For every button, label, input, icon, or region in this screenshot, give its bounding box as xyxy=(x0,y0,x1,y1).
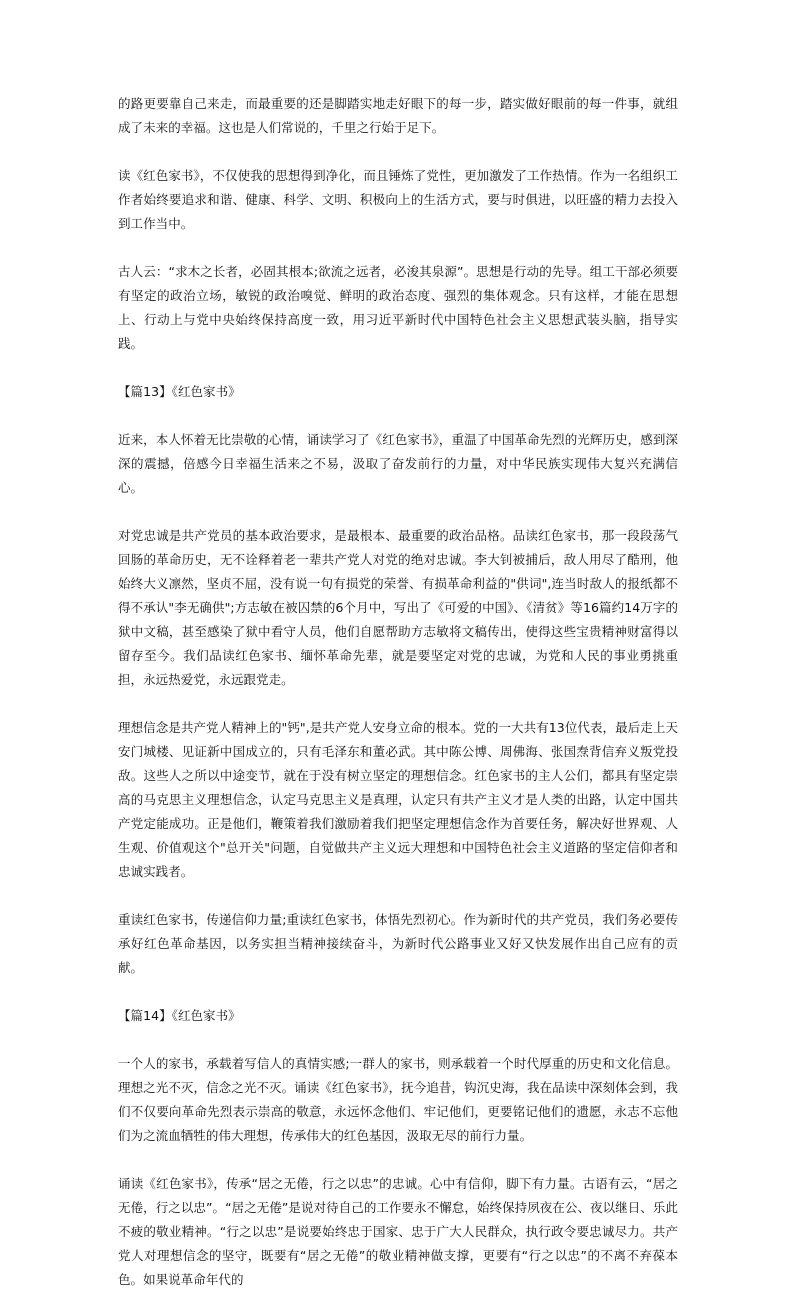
paragraph: 诵读《红色家书》，传承“居之无倦，行之以忠”的忠诚。心中有信仰，脚下有力量。古语有云，“居之无倦，行之以忠”。“居之无倦”是说对待自己的工作要永不懈怠，始终保持夙夜在公、夜以继日、乐此不疲的敬业精神。“行之以忠”是说要始终忠于国家、忠于广大人民群众，执行政令要忠诚尽力。共产党人对理想信念的坚守，既要有“居之无倦”的敬业精神做支撑，更要有“行之以忠”的不离不弃葆本色。如果说革命年代的 xyxy=(118,1176,678,1287)
paragraph: 近来，本人怀着无比崇敬的心情，诵读学习了《红色家书》，重温了中国革命先烈的光辉历史，感到深深的震撼，倍感今日幸福生活来之不易，汲取了奋发前行的力量，对中华民族实现伟大复兴充满信心。 xyxy=(118,432,678,495)
paragraph: 重读红色家书，传递信仰力量;重读红色家书，体悟先烈初心。作为新时代的共产党员，我们务必要传承好红色革命基因，以务实担当精神接续奋斗，为新时代公路事业又好又快发展作出自己应有的贡献。 xyxy=(118,912,678,975)
paragraph: 理想信念是共产党人精神上的"钙",是共产党人安身立命的根本。党的一大共有13位代表，最后走上天安门城楼、见证新中国成立的，只有毛泽东和董必武。其中陈公博、周佛海、张国焘背信弃义叛党投敌。这些人之所以中途变节，就在于没有树立坚定的理想信念。红色家书的主人公们，都具有坚定崇高的马克思主义理想信念，认定马克思主义是真理，认定只有共产主义才是人类的出路，认定中国共产党定能成功。正是他们，鞭策着我们激励着我们把坚定理想信念作为首要任务，解决好世界观、人生观、价值观这个"总开关"问题，自觉做共产主义远大理想和中国特色社会主义道路的坚定信仰者和忠诚实践者。 xyxy=(118,720,678,879)
paragraph: 的路更要靠自己来走，而最重要的还是脚踏实地走好眼下的每一步，踏实做好眼前的每一件事，就组成了未来的幸福。这也是人们常说的，千里之行始于足下。 xyxy=(118,96,678,135)
document-body xyxy=(118,92,678,1316)
paragraph: 对党忠诚是共产党员的基本政治要求，是最根本、最重要的政治品格。品读红色家书，那一段段荡气回肠的革命历史，无不诠释着老一辈共产党人对党的绝对忠诚。李大钊被捕后，敌人用尽了酷刑，他始终大义凛然，坚贞不屈，没有说一句有损党的荣誉、有损革命利益的"供词",连当时敌人的报纸都不得不承认"李无确供";方志敏在被囚禁的6个月中，写出了《可爱的中国》、《清贫》等16篇约14万字的狱中文稿，甚至感染了狱中看守人员，他们自愿帮助方志敏将文稿传出，使得这些宝贵精神财富得以留存至今。我们品读红色家书、缅怀革命先辈，就是要坚定对党的忠诚，为党和人民的事业勇挑重担，永远热爱党，永远跟党走。 xyxy=(118,528,678,687)
section-heading-13: 【篇13】《红色家书》 xyxy=(118,384,241,399)
paragraph: 读《红色家书》，不仅使我的思想得到净化，而且锤炼了党性，更加激发了工作热情。作为一名组织工作者始终要追求和谐、健康、科学、文明、积极向上的生活方式，要与时俱进，以旺盛的精力去投入到工作当中。 xyxy=(118,168,678,231)
paragraph: 古人云：“求木之长者，必固其根本;欲流之远者，必浚其泉源”。思想是行动的先导。组工干部必须要有坚定的政治立场，敏锐的政治嗅觉、鲜明的政治态度、强烈的集体观念。只有这样，才能在思想上、行动上与党中央始终保持高度一致，用习近平新时代中国特色社会主义思想武装头脑，指导实践。 xyxy=(118,264,678,351)
paragraph: 一个人的家书，承载着写信人的真情实感;一群人的家书，则承载着一个时代厚重的历史和文化信息。理想之光不灭，信念之光不灭。诵读《红色家书》，抚今追昔，钩沉史海，我在品读中深刻体会到，我们不仅要向革命先烈表示崇高的敬意，永远怀念他们、牢记他们，更要铭记他们的遗愿，永志不忘他们为之流血牺牲的伟大理想，传承伟大的红色基因，汲取无尽的前行力量。 xyxy=(118,1056,678,1143)
section-heading-14: 【篇14】《红色家书》 xyxy=(118,1008,241,1023)
